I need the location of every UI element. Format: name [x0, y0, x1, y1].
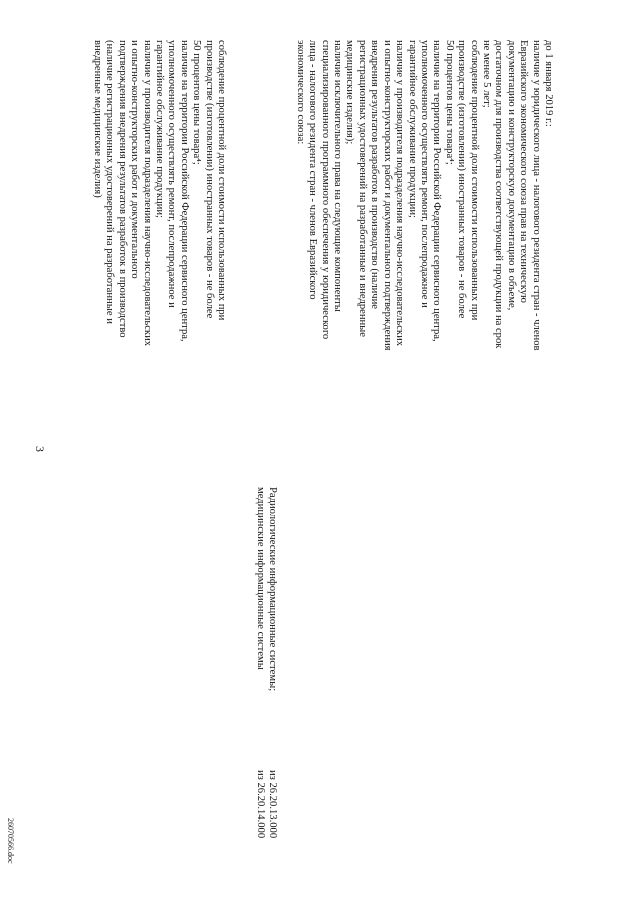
- requirement-line: до 1 января 2019 г.:: [543, 40, 554, 127]
- requirement-line: лица - налогового резидента стран - членов Евразийского: [307, 40, 319, 300]
- requirement-line: наличие на территории Российской Федерации сервисного центра,: [178, 40, 190, 342]
- requirement-line: подтверждения внедрения результатов разработок в производство: [116, 40, 128, 338]
- requirement-line: гарантийное обслуживание продукции;: [406, 40, 418, 218]
- okpd-codes-cell: [253, 770, 278, 880]
- requirement-line: достаточном для производства соответствующей продукции на срок: [493, 40, 505, 349]
- category-line: медицинские информационные системы: [254, 487, 266, 670]
- requirement-line: внедрения результатов разработок в производство (наличие: [369, 40, 381, 309]
- requirement-line: документацию и конструкторскую документацию в объеме,: [505, 40, 517, 311]
- document-filename: 26070566.doc: [6, 818, 15, 864]
- requirement-line: наличие на территории Российской Федерации сервисного центра,: [431, 40, 443, 342]
- requirement-line: производстве (изготовлении) иностранных товаров - не более: [203, 40, 215, 319]
- requirement-line: специализированного программного обеспечения у юридического: [319, 40, 331, 340]
- requirement-line: уполномоченного осуществлять ремонт, послепродажное и: [418, 40, 430, 308]
- requirement-line: экономического союза:: [294, 40, 306, 145]
- requirement-line: производстве (изготовлении) иностранных товаров - не более: [456, 40, 468, 319]
- requirement-line: наличие у производителя подразделения научно-исследовательских: [141, 40, 153, 347]
- requirement-line: и опытно-конструкторских работ и документального: [129, 40, 141, 279]
- requirement-line: внедренные медицинские изделия): [91, 40, 103, 198]
- requirement-line: регистрационных удостоверений на разработанные и внедренные: [356, 40, 368, 337]
- requirement-line: медицинские изделия);: [344, 40, 356, 145]
- requirement-line: соблюдение процентной доли стоимости использованных при: [216, 40, 227, 321]
- requirements-block: [293, 40, 554, 465]
- requirement-line: уполномоченного осуществлять ремонт, послепродажное и: [166, 40, 178, 308]
- requirement-line: наличие у производителя подразделения научно-исследовательских: [394, 40, 406, 347]
- requirement-line: соблюдение процентной доли стоимости использованных при: [468, 40, 480, 321]
- requirement-line: 50 процентов цены товара⁴;: [443, 40, 455, 165]
- requirement-line: наличие исключительного права на следующие компоненты: [332, 40, 344, 312]
- requirement-line: наличие у юридического лица - налогового резидента стран - членов: [530, 40, 542, 351]
- okpd-code: из 26.20.13.000: [267, 770, 278, 839]
- requirement-line: и опытно-конструкторских работ и документального подтверждения: [381, 40, 393, 351]
- category-line: Радиологические информационные системы;: [267, 487, 278, 692]
- okpd-code: из 26.20.14.000: [254, 770, 266, 839]
- requirement-line: Евразийского экономического союза прав на техническую: [518, 40, 530, 303]
- requirements-continued-block: [91, 40, 227, 465]
- page-number: 3: [33, 446, 47, 452]
- product-category-cell: [253, 487, 278, 762]
- requirement-line: не менее 5 лет;: [480, 40, 492, 108]
- requirement-line: 50 процентов цены товара⁴;: [191, 40, 203, 165]
- requirement-line: (наличие регистрационных удостоверений на разработанные и: [104, 40, 116, 324]
- requirement-line: гарантийное обслуживание продукции;: [153, 40, 165, 218]
